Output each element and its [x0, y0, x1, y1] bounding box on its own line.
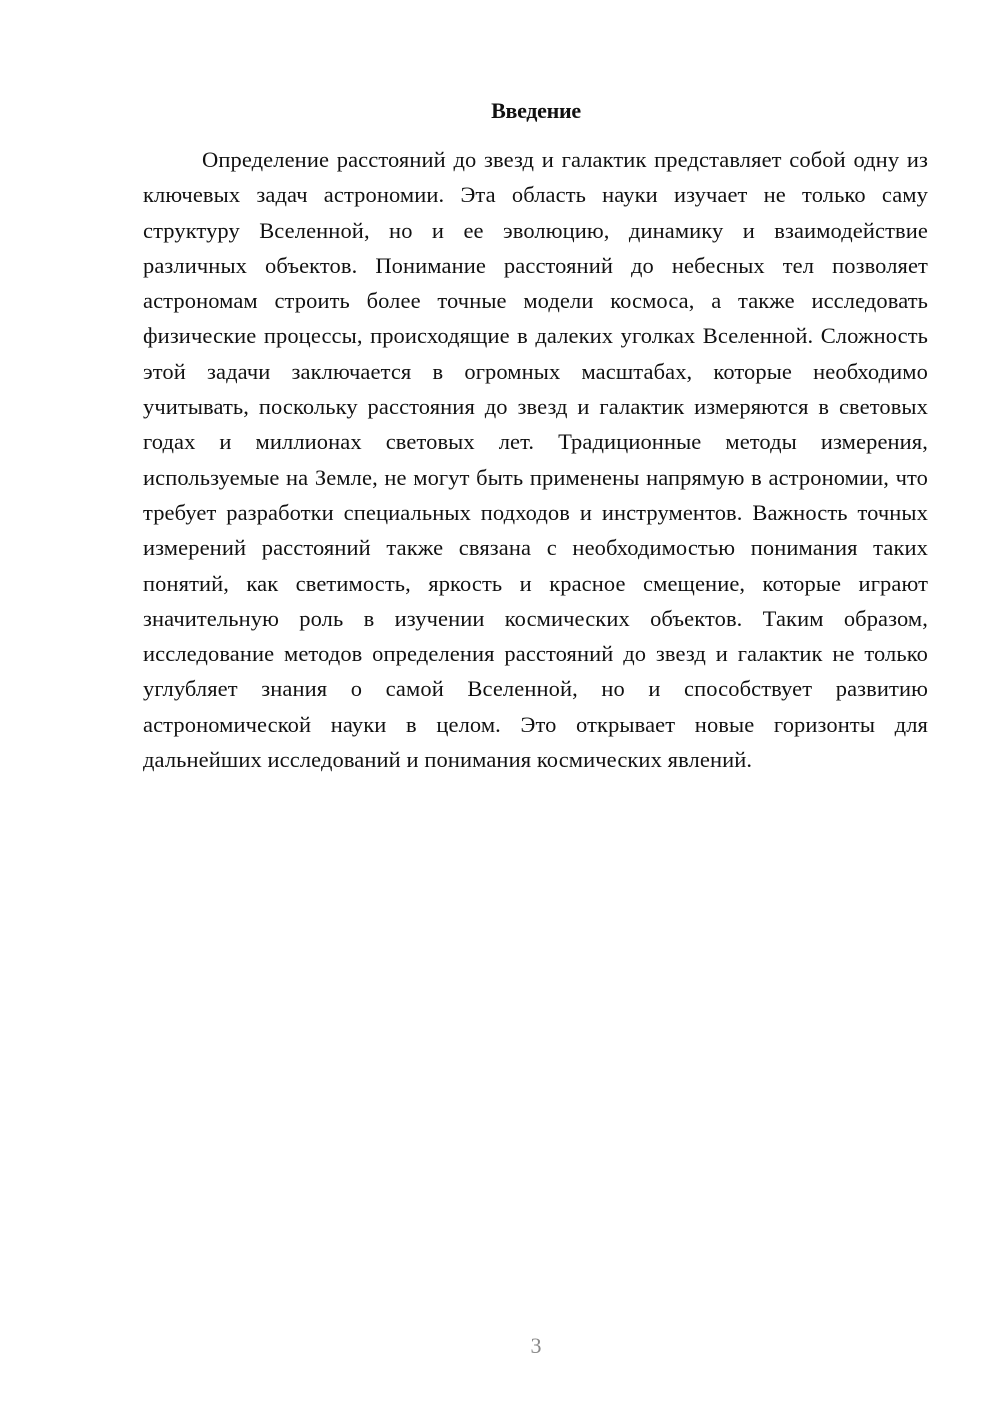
section-heading: Введение — [491, 98, 581, 123]
body-paragraph: Определение расстояний до звезд и галактик представляет собой одну из ключевых задач астрономии. Эта область науки изучает не только саму структуру Вселенной, но и ее эволюцию, динамику и взаимодействие различных объектов. Понимание расстояний до небесных тел позволяет астрономам строить более точные модели космоса, а также исследовать физические процессы, происходящие в далеких уголках Вселенной. Сложность этой задачи заключается в огромных масштабах, которые необходимо учитывать, поскольку расстояния до звезд и галактик измеряются в световых годах и миллионах световых лет. Традиционные методы измерения, используемые на Земле, не могут быть применены напрямую в астрономии, что требует разработки специальных подходов и инструментов. Важность точных измерений расстояний также связана с необходимостью понимания таких понятий, как светимость, яркость и красное смещение, которые играют значительную роль в изучении космических объектов. Таким образом, исследование методов определения расстояний до звезд и галактик не только углубляет знания о самой Вселенной, но и способствует развитию астрономической науки в целом. Это открывает новые горизонты для дальнейших исследований и понимания космических явлений. — [143, 147, 928, 773]
page-number: 3 — [530, 1333, 542, 1358]
